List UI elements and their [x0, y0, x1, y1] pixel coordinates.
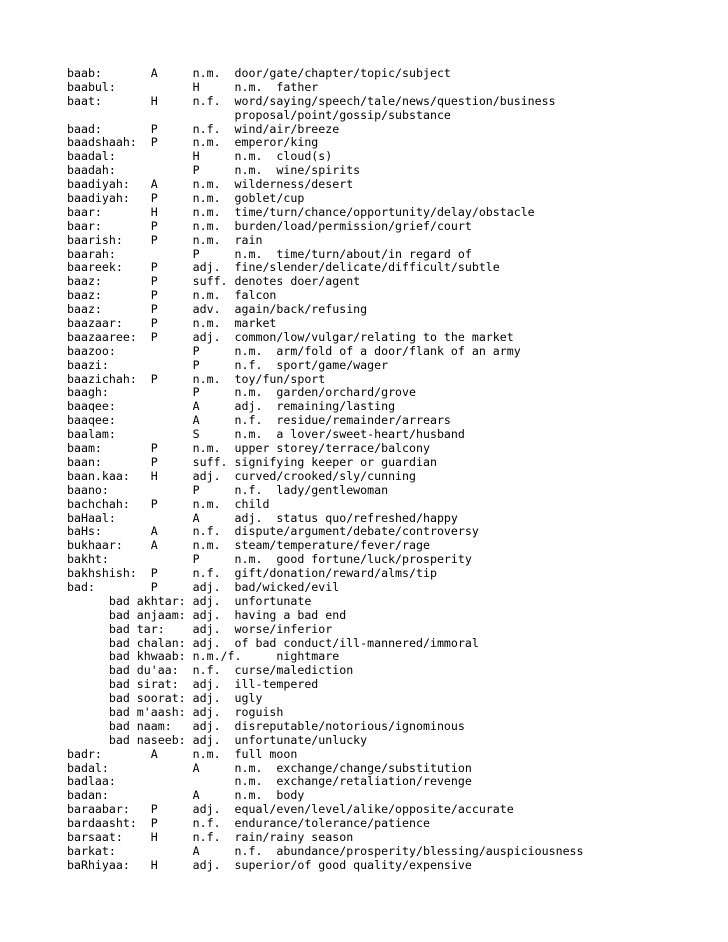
dictionary-line: baarish: P n.m. rain	[67, 232, 263, 247]
dictionary-line: bardaasht: P n.f. endurance/tolerance/patience	[67, 816, 430, 831]
dictionary-line: bad naam: adj. disreputable/notorious/ignominous	[67, 718, 465, 733]
dictionary-line: baad: P n.f. wind/air/breeze	[67, 121, 340, 136]
dictionary-line: baagh: P n.m. garden/orchard/grove	[67, 385, 417, 400]
dictionary-line: baar: P n.m. burden/load/permission/grief/court	[67, 218, 472, 233]
dictionary-line: bad chalan: adj. of bad conduct/ill-mannered/immoral	[67, 635, 479, 650]
dictionary-line: baabul: H n.m. father	[67, 79, 319, 94]
dictionary-line: baan.kaa: H adj. curved/crooked/sly/cunning	[67, 468, 417, 483]
dictionary-line: bad tar: adj. worse/inferior	[67, 621, 333, 636]
dictionary-line: bakht: P n.m. good fortune/luck/prosperity	[67, 552, 472, 567]
dictionary-line: baHs: A n.f. dispute/argument/debate/controversy	[67, 524, 479, 539]
dictionary-line: barsaat: H n.f. rain/rainy season	[67, 829, 354, 844]
dictionary-line: baRhiyaa: H adj. superior/of good quality/expensive	[67, 857, 472, 872]
dictionary-line: bad anjaam: adj. having a bad end	[67, 607, 347, 622]
dictionary-line: bad soorat: adj. ugly	[67, 691, 263, 706]
dictionary-line: baan: P suff. signifying keeper or guardian	[67, 454, 437, 469]
dictionary-line: baadshaah: P n.m. emperor/king	[67, 135, 319, 150]
dictionary-line: baam: P n.m. upper storey/terrace/balcony	[67, 441, 430, 456]
dictionary-line: baazoo: P n.m. arm/fold of a door/flank of an army	[67, 343, 521, 358]
dictionary-line: badlaa: n.m. exchange/retaliation/revenge	[67, 774, 472, 789]
dictionary-line: baalam: S n.m. a lover/sweet-heart/husband	[67, 427, 465, 442]
dictionary-line: baaqee: A adj. remaining/lasting	[67, 399, 396, 414]
dictionary-line: bad du'aa: n.f. curse/malediction	[67, 663, 354, 678]
dictionary-line: baaz: P suff. denotes doer/agent	[67, 274, 361, 289]
dictionary-line: baadiyah: P n.m. goblet/cup	[67, 191, 305, 206]
dictionary-line: baazichah: P n.m. toy/fun/sport	[67, 371, 326, 386]
dictionary-line: baar: H n.m. time/turn/chance/opportunity/delay/obstacle	[67, 204, 535, 219]
dictionary-line: baadiyah: A n.m. wilderness/desert	[67, 177, 354, 192]
dictionary-line: baab: A n.m. door/gate/chapter/topic/subject	[67, 66, 451, 80]
dictionary-line: bad khwaab: n.m./f. nightmare	[67, 649, 340, 664]
dictionary-line: bad sirat: adj. ill-tempered	[67, 677, 319, 692]
dictionary-line: baano: P n.f. lady/gentlewoman	[67, 482, 389, 497]
dictionary-line: baareek: P adj. fine/slender/delicate/difficult/subtle	[67, 260, 500, 275]
dictionary-line: baarah: P n.m. time/turn/about/in regard of	[67, 246, 472, 261]
dictionary-line: bukhaar: A n.m. steam/temperature/fever/rage	[67, 538, 430, 553]
dictionary-line: barkat: A n.f. abundance/prosperity/blessing/auspiciousness	[67, 843, 584, 858]
dictionary-line: bad naseeb: adj. unfortunate/unlucky	[67, 732, 368, 747]
dictionary-line: bad akhtar: adj. unfortunate	[67, 593, 312, 608]
dictionary-entries	[67, 67, 584, 873]
dictionary-line: baaz: P adv. again/back/refusing	[67, 302, 368, 317]
dictionary-line: baraabar: P adj. equal/even/level/alike/opposite/accurate	[67, 802, 514, 817]
dictionary-line: baaz: P n.m. falcon	[67, 288, 277, 303]
dictionary-line: baadal: H n.m. cloud(s)	[67, 149, 333, 164]
dictionary-line: baat: H n.f. word/saying/speech/tale/news/question/business	[67, 93, 556, 108]
dictionary-line: baadah: P n.m. wine/spirits	[67, 163, 361, 178]
dictionary-line: badal: A n.m. exchange/change/substitution	[67, 760, 472, 775]
dictionary-line: bakhshish: P n.f. gift/donation/reward/alms/tip	[67, 566, 437, 581]
dictionary-line: baazi: P n.f. sport/game/wager	[67, 357, 389, 372]
dictionary-line: bad: P adj. bad/wicked/evil	[67, 579, 340, 594]
dictionary-line: baHaal: A adj. status quo/refreshed/happy	[67, 510, 458, 525]
dictionary-line: bachchah: P n.m. child	[67, 496, 270, 511]
dictionary-line: bad m'aash: adj. roguish	[67, 704, 284, 719]
dictionary-line: proposal/point/gossip/substance	[67, 107, 451, 122]
dictionary-line: baaqee: A n.f. residue/remainder/arrears	[67, 413, 451, 428]
dictionary-line: baazaaree: P adj. common/low/vulgar/relating to the market	[67, 329, 514, 344]
dictionary-line: badan: A n.m. body	[67, 788, 305, 803]
dictionary-line: badr: A n.m. full moon	[67, 746, 298, 761]
dictionary-line: baazaar: P n.m. market	[67, 316, 277, 331]
